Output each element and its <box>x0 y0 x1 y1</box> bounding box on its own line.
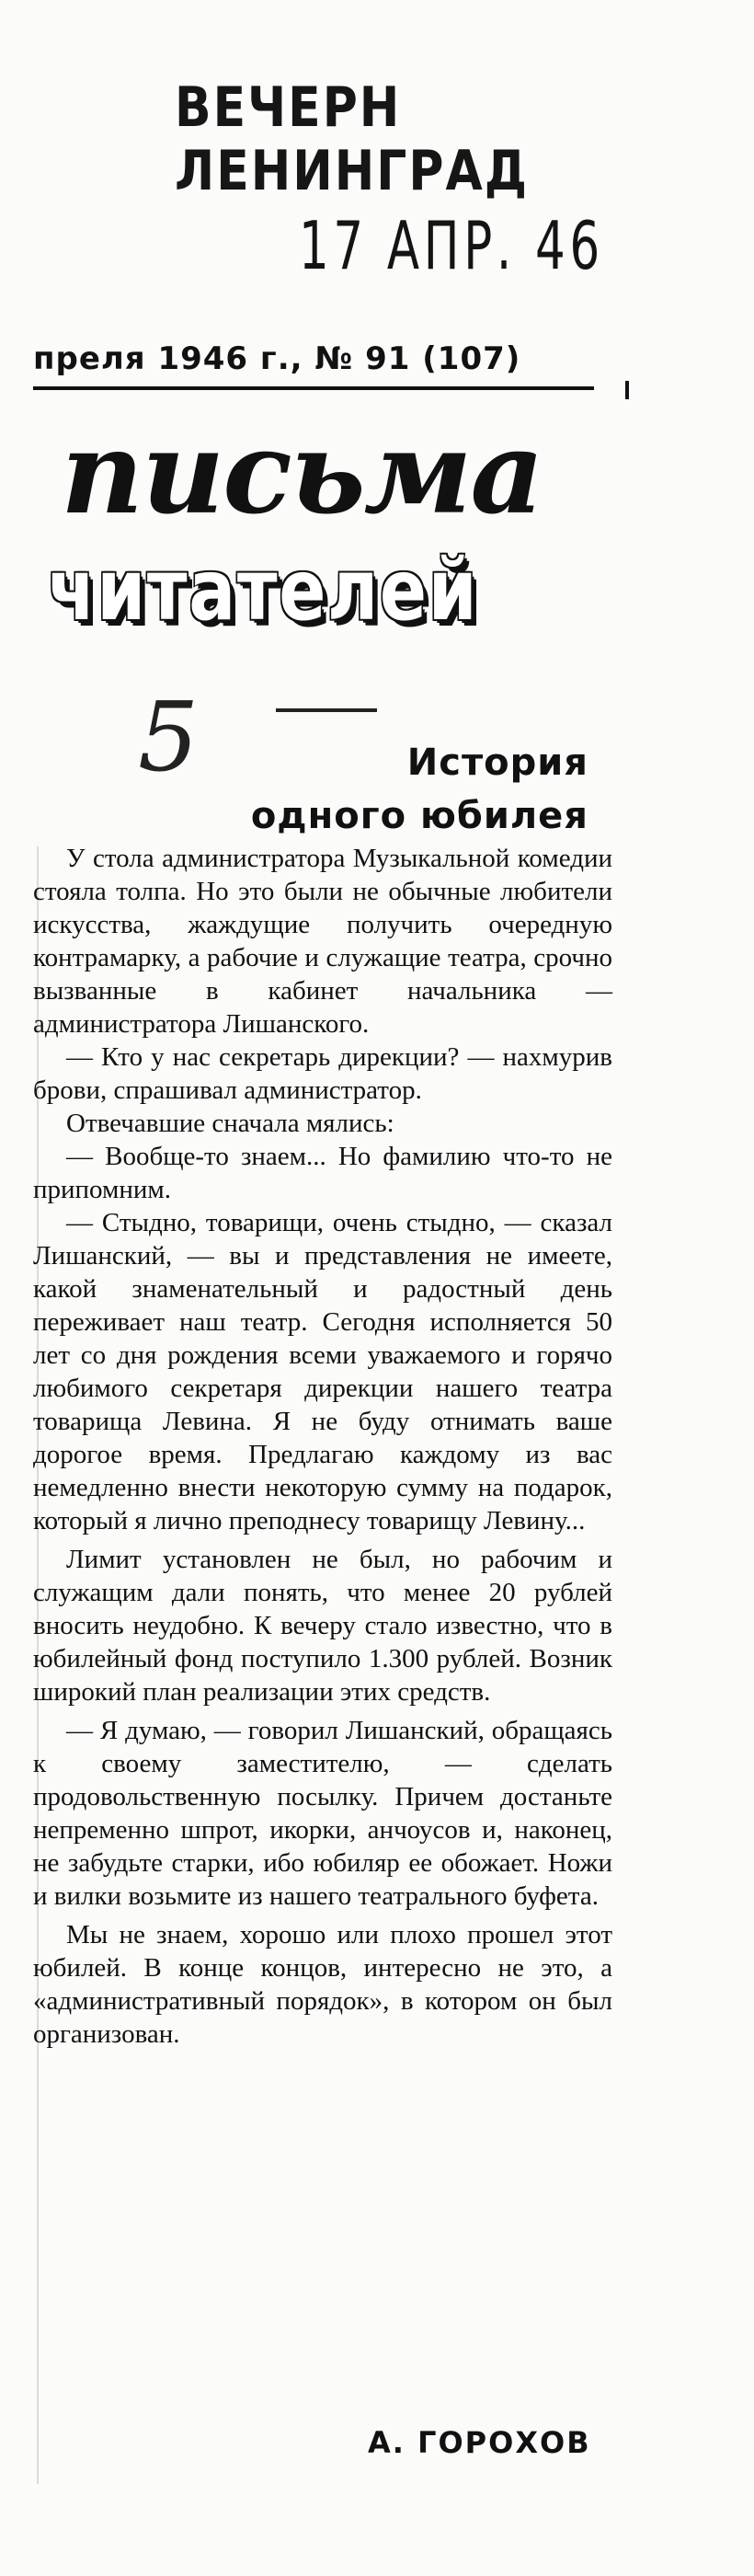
handwritten-dash <box>276 708 377 712</box>
handwritten-number: 5 <box>138 681 200 793</box>
issue-line: преля 1946 г., № 91 (107) <box>33 340 521 377</box>
paragraph: — Кто у нас секретарь дирекции? — нахмурив брови, спрашивал администратор. <box>33 1042 612 1105</box>
rubric-heading <box>48 407 600 653</box>
article-title-line-1: История <box>406 742 588 784</box>
author-signature: А. ГОРОХОВ <box>368 2425 591 2460</box>
article-body <box>33 842 612 2051</box>
paragraph: — Вообще-то знаем... Но фамилию что-то не припомним. <box>33 1142 612 1204</box>
newspaper-name-stamp: ВЕЧЕРН ЛЕНИНГРАД <box>175 76 530 203</box>
paragraph: Лимит установлен не был, но рабочим и служащим дали понять, что менее 20 рублей вносить неудобно. К вечеру стало известно, что в юбилейный фонд поступило 1.300 рублей. Возник широкий план реализации этих средств. <box>33 1545 612 1707</box>
date-stamp: 17 АПР. 46 <box>299 207 604 285</box>
rubric-line-script: письма <box>61 407 543 540</box>
paragraph: У стола администратора Музыкальной комедии стояла толпа. Но это были не обычные любители искусства, жаждущие получить очередную контрамарку, а рабочие и служащие театра, срочно вызванные в кабинет начальника — администратора Лишанского. <box>33 844 612 1039</box>
article-title <box>110 736 588 843</box>
article-title-line-2: одного юбилея <box>250 795 588 837</box>
paragraph: Отвечавшие сначала мялись: <box>66 1109 394 1138</box>
paragraph: — Стыдно, товарищи, очень стыдно, — сказал Лишанский, — вы и представления не имеете, какой знаменательный и радостный день переживает наш театр. Сегодня исполняется 50 лет со дня рождения всеми уважаемого и горячо любимого секретаря дирекции нашего театра товарища Левина. Я не буду отнимать ваше дорогое время. Предлагаю каждому из вас немедленно внести некоторую сумму на подарок, который я лично преподнесу товарищу Левину... <box>33 1208 612 1535</box>
divider-tick <box>625 381 629 399</box>
issue-divider <box>33 386 594 390</box>
paragraph: Мы не знаем, хорошо или плохо прошел этот юбилей. В конце концов, интересно не это, а «административный порядок», в котором он был организован. <box>33 1920 612 2049</box>
paragraph: — Я думаю, — говорил Лишанский, обращаясь к своему заместителю, — сделать продовольственную посылку. Причем достаньте непременно шпрот, икорки, анчоусов и, наконец, не забудьте старки, ибо юбиляр ее обожает. Ножи и вилки возьмите из нашего театрального буфета. <box>33 1716 612 1911</box>
rubric-line-block: читателей <box>48 541 479 639</box>
